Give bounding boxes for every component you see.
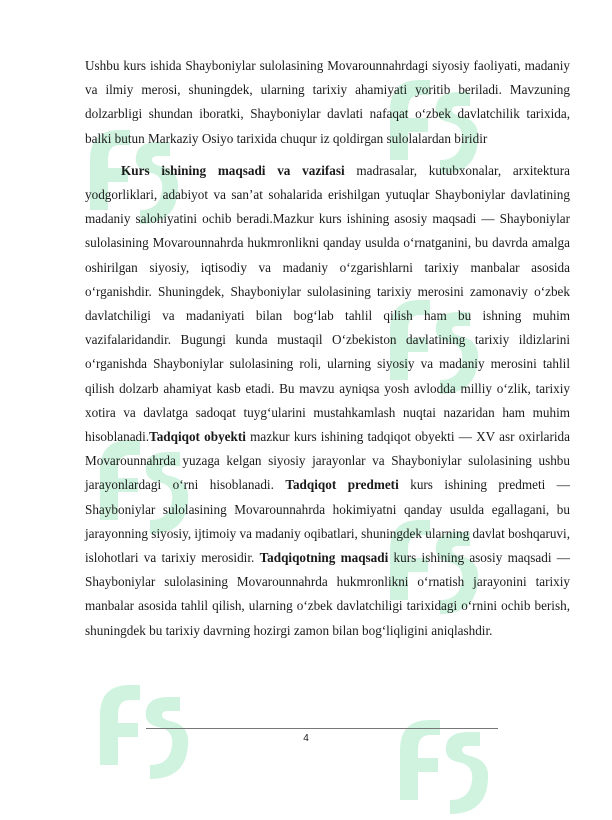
paragraph-main-text-d: kurs ishining asosiy maqsadi — Shayboniylar sulolasining Movarounnahrda hukmronlikni o‘rnatish jarayonini tarixiy manbalar asosida tahlil qilish, ularning o‘zbek davlatchiligi tarixidagi o‘rnini ochib berish, shuningdek bu tarixiy davrning hozirgi zamon bilan bog‘liqligini aniqlashdir. [85, 550, 570, 638]
paragraph-intro: Ushbu kurs ishida Shayboniylar sulolasining Movarounnahrdagi siyosiy faoliyati, madaniy va ilmiy merosi, shuningdek, ularning tarixiy ahamiyati yoritib beriladi. Mavzuning dolzarbligi shundan iboratki, Shayboniylar davlati nafaqat o‘zbek davlatchilik tarixida, balki butun Markaziy Osiyo tarixida chuqur iz qoldirgan sulolalardan biridir [85, 58, 570, 146]
logo-watermark-icon [80, 645, 210, 785]
heading-research-object: Tadqiqot obyekti [149, 429, 246, 445]
logo-watermark-icon [380, 680, 510, 820]
heading-course-aim: Kurs ishining maqsadi va vazifasi [121, 162, 345, 178]
paragraph-main-text-b: mazkur kurs ishining tadqiqot obyekti — XV asr oxirlarida Movarounnahrda yuzaga kelgan siyosiy jarayonlar va Shayboniylar sulolasining ushbu jarayonlardagi o‘rni hisoblanadi. [85, 429, 570, 493]
paragraph-main [85, 159, 570, 643]
paragraph-main-text-c: kurs ishining predmeti — Shayboniylar sulolasining Movarounnahrda hokimiyatni qanday usulda egallagani, bu jarayonning siyosiy, ijtimoiy va madaniy oqibatlari, shuningdek ularning davlat boshqaruvi, islohotlari va tarixiy merosidir. [85, 477, 570, 566]
paragraph-main-text-a: madrasalar, kutubxonalar, arxitektura yodgorliklari, adabiyot va san’at sohalarida erishilgan yutuqlar Shayboniylar davlatining madaniy salohiyatini ochib beradi.Mazkur kurs ishining asosiy maqsadi — Shayboniylar sulolasining Movarounnahrda hukmronlikni qanday usulda o‘rnatganini, bu davrda amalga oshirilgan siyosiy, iqtisodiy va madaniy o‘zgarishlarni tarixiy manbalar asosida o‘rganishdir. Shuningdek, Shayboniylar sulolasining tarixiy merosini zamonaviy o‘zbek davlatchiligi va madaniyati bilan bog‘lab tahlil qilish ham bu ishning muhim vazifalaridandir. Bugungi kunda mustaqil O‘zbekiston davlatining tarixiy ildizlarini o‘rganishda Shayboniylar sulolasining roli, ularning siyosiy va madaniy merosini tahlil qilish dolzarb ahamiyat kasb etadi. Bu mavzu ayniqsa yosh avlodda milliy o‘zlik, tarixiy xotira va davlatga sadoqat tuyg‘ularini mustahkamlash nuqtai nazaridan ham muhim hisoblanadi. [85, 162, 571, 445]
heading-research-aim: Tadqiqotning maqsadi [259, 550, 389, 566]
heading-research-subject: Tadqiqot predmeti [285, 477, 399, 493]
page-number: 4 [303, 733, 309, 744]
document-body [85, 54, 570, 643]
footer-divider [146, 728, 498, 729]
